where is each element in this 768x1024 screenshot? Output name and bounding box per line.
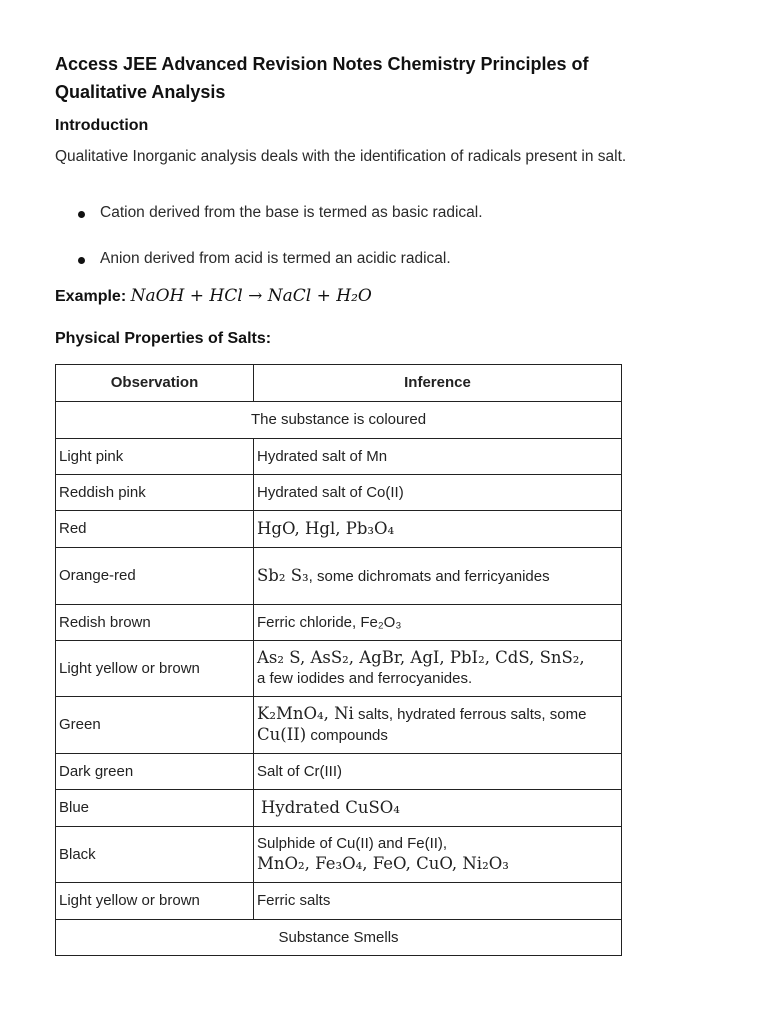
introduction-paragraph: Qualitative Inorganic analysis deals with the identification of radicals present in salt.: [55, 148, 627, 165]
table-row: Red HgO, Hgl, Pb₃O₄: [56, 511, 622, 548]
table-row: Black Sulphide of Cu(II) and Fe(II), MnO₂, Fe₃O₄, FeO, CuO, Ni₂O₃: [56, 827, 622, 883]
section-row: [56, 402, 622, 439]
table-row: Reddish pink Hydrated salt of Co(II): [56, 475, 622, 511]
section-row: [56, 920, 622, 956]
table-header-row: [56, 365, 622, 402]
bullet-icon: [78, 211, 85, 218]
column-header-inference: Inference: [254, 365, 622, 402]
table-row: Blue Hydrated CuSO₄: [56, 790, 622, 827]
table-row: Orange-red Sb₂ S₃, some dichromats and ferricyanides: [56, 548, 622, 605]
example-line: [55, 286, 372, 306]
page-title: Access JEE Advanced Revision Notes Chemistry Principles of Qualitative Analysis: [55, 54, 589, 102]
table-row: Light yellow or brown As₂ S, AsS₂, AgBr, AgI, PbI₂, CdS, SnS₂, a few iodides and ferrocyanides.: [56, 641, 622, 697]
section-coloured: The substance is coloured: [56, 402, 622, 439]
document-page: Access JEE Advanced Revision Notes Chemistry Principles of Qualitative Analysis Introduction Qualitative Inorganic analysis deals with the identification of radicals present in salt. Cation derived from the base is termed as basic radical. Anion derived from acid is termed an acidic radical. Example: NaOH + HCl → NaCl + H₂O Physical Properties of Salts: Observation Inference The substance is coloured Light pink Hydrated salt of Mn Reddish pink Hydrated salt of Co(II) Red HgO, Hgl, Pb₃O₄ Orange-red Sb₂ S₃, some dichromats and ferricyanides Redish brown Ferric chloride, Fe₂O₃ Light yellow or brown As₂ S, AsS₂, AgBr, AgI, PbI₂, CdS, SnS₂, a few iodides and ferrocyanides. Green K₂MnO₄, Ni salts, hydrated ferrous salts, some Cu(II) compounds Dark green Salt of Cr(III) Blue Hydrated CuSO₄ Black Sulphide of Cu(II) and Fe(II), MnO₂, Fe₃O₄, FeO, CuO, Ni₂O₃ Light yellow or brown Ferric salts Substance Smells: [0, 0, 768, 1024]
section-smells: Substance Smells: [56, 920, 622, 956]
example-label: Example:: [55, 288, 127, 305]
introduction-heading: Introduction: [55, 117, 149, 134]
column-header-observation: Observation: [56, 365, 254, 402]
physical-properties-heading: Physical Properties of Salts:: [55, 330, 272, 347]
physical-properties-table: [55, 364, 622, 956]
bullet-icon: [78, 257, 85, 264]
table-row: Light pink Hydrated salt of Mn: [56, 439, 622, 475]
example-equation: NaOH + HCl → NaCl + H₂O: [130, 286, 372, 306]
table-row: Light yellow or brown Ferric salts: [56, 883, 622, 920]
table-row: Green K₂MnO₄, Ni salts, hydrated ferrous salts, some Cu(II) compounds: [56, 697, 622, 754]
table-row: Dark green Salt of Cr(III): [56, 754, 622, 790]
table-row: Redish brown Ferric chloride, Fe₂O₃: [56, 605, 622, 641]
